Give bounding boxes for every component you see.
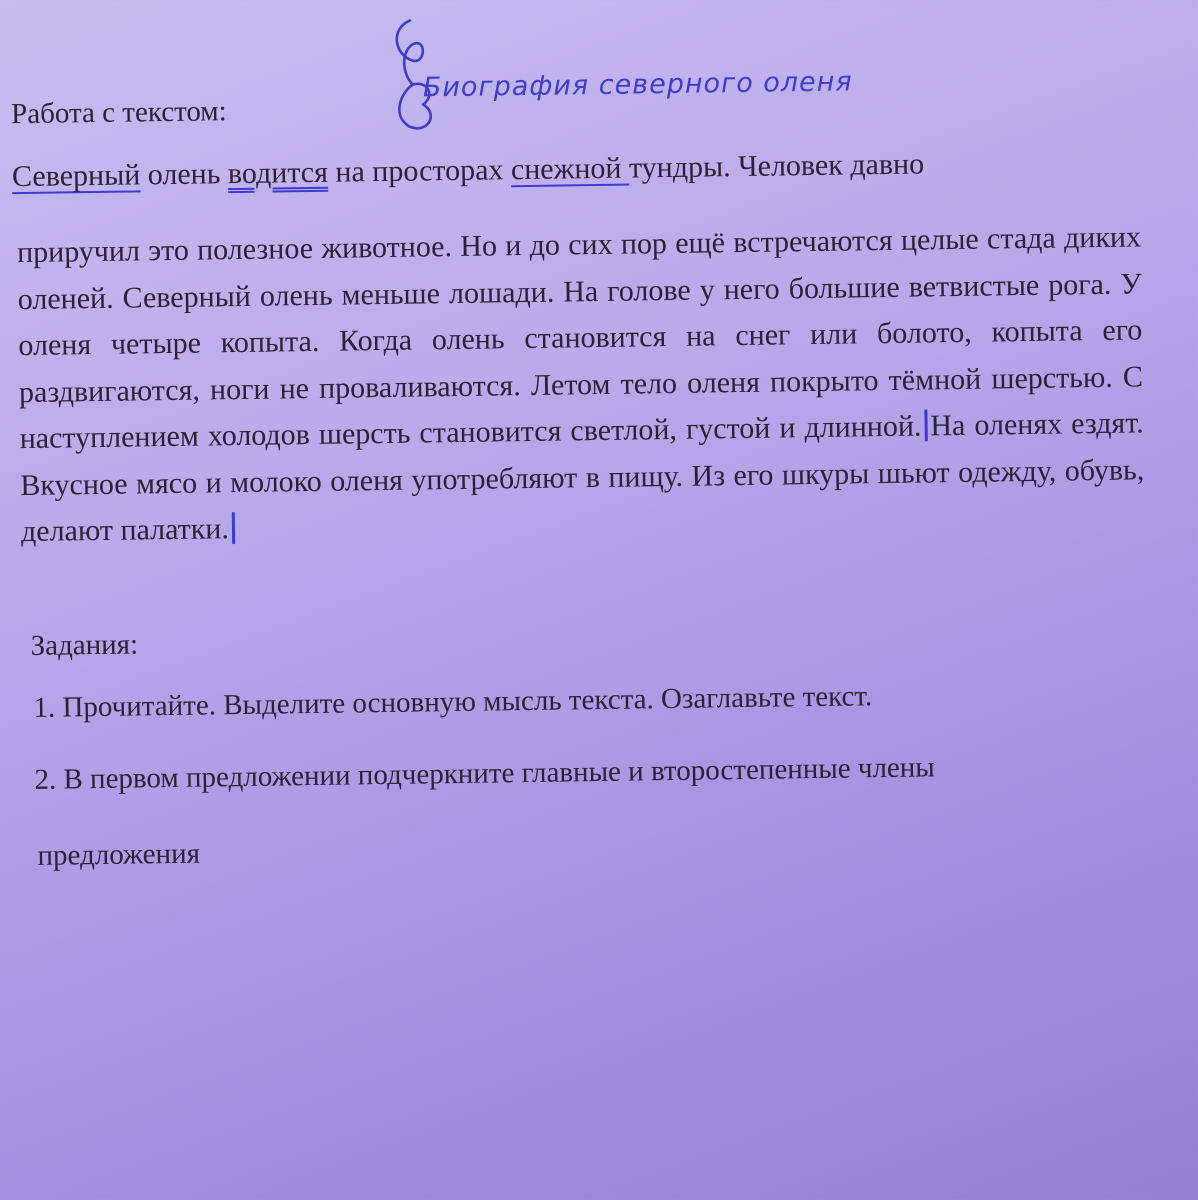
tasks-heading: Задания:: [30, 628, 139, 662]
task-item-2: 2. В первом предложении подчеркните главные и второстепенные члены: [34, 751, 936, 796]
task-item-2-continuation: предложения: [37, 837, 201, 872]
body-paragraph: [17, 214, 1145, 555]
paragraph-part-b: На оленях ездят. Вкусное мясо и молоко оленя употребляют в пищу. Из его шкуры шьют одежду, обувь, делают палатки.: [20, 406, 1145, 549]
attribute-word: снежной: [510, 151, 630, 187]
paragraph-part-a: приручил это полезное животное. Но и до сих пор ещё встречаются целые стада диких оленей. Северный олень меньше лошади. На голове у него большие ветвистые рога. У оленя четыре копыта. Когда олень становится на снег или болото, копыта его раздвигаются, ноги не проваливаются. Летом тело оленя покрыто тёмной шерстью. С наступлением холодов шерсть становится светлой, густой и длинной.: [16, 220, 1144, 456]
task-item-1: 1. Прочитайте. Выделите основную мысль текста. Озаглавьте текст.: [33, 680, 873, 724]
pencil-divider-mark: [924, 409, 927, 441]
word: на просторах: [327, 153, 512, 189]
word: олень: [140, 157, 229, 192]
section-label: Работа с текстом:: [10, 95, 227, 131]
first-sentence: [12, 145, 1112, 194]
pencil-divider-mark: [232, 512, 235, 544]
subject-word: Северный: [11, 158, 141, 194]
word: тундры. Человек давно: [628, 147, 925, 185]
handwritten-title-text: Биография северного оленя: [422, 66, 853, 104]
predicate-word: водится: [227, 155, 329, 191]
handwritten-title: [382, 7, 944, 135]
